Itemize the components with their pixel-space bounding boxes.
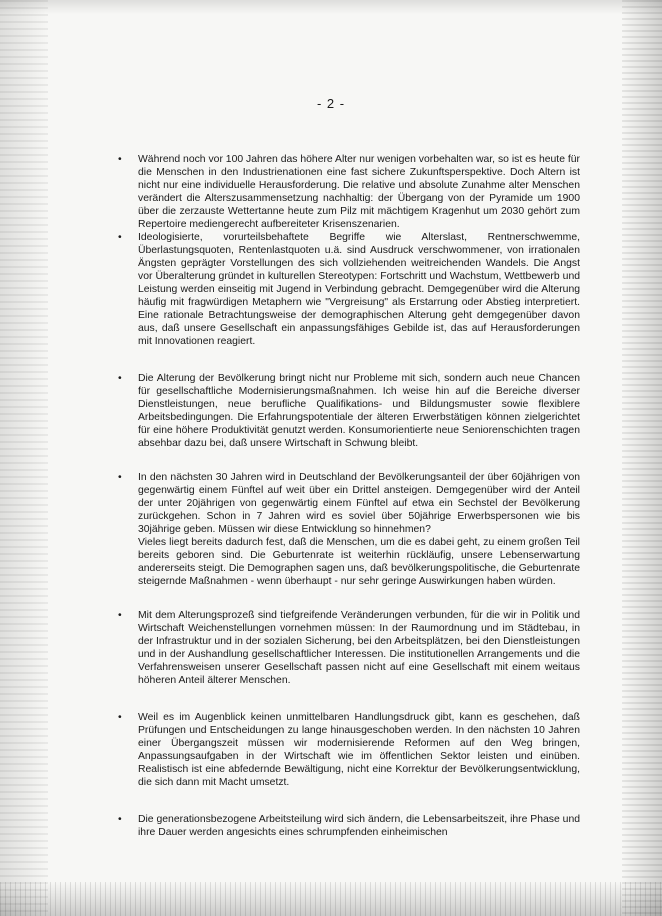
bullet-item-4: [118, 471, 580, 588]
paragraph: Vieles liegt bereits dadurch fest, daß die Menschen, um die es dabei geht, zu einem großen Teil bereits geboren sind. Die Geburtenrate ist weiterhin rückläufig, unsere Lebenserwartung andererseits steigt. Die Demographen sagen uns, daß bevölkerungspolitische, die Geburtenrate steigernde Maßnahmen - wenn überhaupt - nur sehr geringe Auswirkungen haben würden.: [138, 537, 580, 587]
paragraph: Während noch vor 100 Jahren das höhere Alter nur wenigen vorbehalten war, so ist es heute für die Menschen in den Industrienationen eine fast sichere Zukunftsperspektive. Doch Altern ist nicht nur eine individuelle Herausforderung. Die relative und absolute Zunahme alter Menschen verändert die Alterszusammensetzung nachhaltig: der Übergang von der Pyramide um 1900 über die zerzauste Wettertanne heute zum Pilz mit mächtigem Kragenhut um 2030 gehört zum Repertoire mediengerecht aufbereiteter Krisenszenarien.: [138, 154, 580, 230]
paragraph: In den nächsten 30 Jahren wird in Deutschland der Bevölkerungsanteil der über 60jährigen von gegenwärtig einem Fünftel auf weit über ein Drittel ansteigen. Demgegenüber wird der Anteil der unter 20jährigen von gegenwärtig einem Fünftel auf etwa ein Sechstel der Bevölkerung zurückgehen. Schon in 7 Jahren wird es soviel über 50jährige Erwerbspersonen wie bis 30jährige geben. Müssen wir diese Entwicklung so hinnehmen?: [138, 472, 580, 535]
bullet-item-2: [118, 231, 580, 348]
bullet-item-3: [118, 372, 580, 450]
bullet-icon: •: [118, 712, 122, 723]
bullet-item-7: [118, 813, 580, 839]
bullet-icon: •: [118, 232, 122, 243]
paragraph: Weil es im Augenblick keinen unmittelbaren Handlungsdruck gibt, kann es geschehen, daß Prüfungen und Entscheidungen zu lange hinausgeschoben werden. In den nächsten 10 Jahren einer Übergangszeit müssen wir modernisierende Reformen auf den Weg bringen, Anpassungsaufgaben in der Wirtschaft wie im öffentlichen Sektor leisten und einüben. Realistisch ist eine abfedernde Bewältigung, nicht eine Korrektur der Bevölkerungsentwicklung, die sich dann mit Macht umsetzt.: [138, 712, 580, 788]
bullet-item-6: [118, 711, 580, 789]
bullet-icon: •: [118, 610, 122, 621]
bullet-icon: •: [118, 814, 122, 825]
paragraph: Die generationsbezogene Arbeitsteilung wird sich ändern, die Lebensarbeitszeit, ihre Phase und ihre Dauer werden angesichts eines schrumpfenden einheimischen: [138, 814, 580, 838]
paragraph: Mit dem Alterungsprozeß sind tiefgreifende Veränderungen verbunden, für die wir in Politik und Wirtschaft Weichenstellungen vornehmen müssen: In der Raumordnung und im Städtebau, in der Infrastruktur und in der sozialen Sicherung, bei den Arbeitsplätzen, bei den Dienstleistungen und in der Aushandlung gesellschaftlicher Interessen. Die institutionellen Arrangements und die Verfahrensweisen unserer Gesellschaft passen nicht auf eine Gesellschaft mit einem weitaus höheren Anteil älterer Menschen.: [138, 610, 580, 686]
page-number: - 2 -: [316, 96, 346, 111]
bullet-item-5: [118, 609, 580, 687]
scan-edge-top: [0, 0, 662, 14]
scan-edge-bottom: [0, 882, 662, 916]
bullet-item-1: [118, 153, 580, 231]
bullet-icon: •: [118, 154, 122, 165]
paragraph: Ideologisierte, vorurteilsbehaftete Begriffe wie Alterslast, Rentnerschwemme, Überlastungsquoten, Rentenlastquoten u.ä. sind Ausdruck verschwommener, von irrationalen Ängsten geprägter Vorstellungen des sich vollziehenden weitreichenden Wandels. Die Angst vor Überalterung gründet in kulturellen Stereotypen: Fortschritt und Wachstum, Wettbewerb und Leistung werden einseitig mit Jugend in Verbindung gebracht. Demgegenüber wird die Alterung häufig mit fragwürdigen Metaphern wie "Vergreisung" als Erstarrung oder Abstieg interpretiert. Eine rationale Betrachtungsweise der demographischen Alterung geht demgegenüber davon aus, daß unsere Gesellschaft ein anpassungsfähiges Gebilde ist, das auf Herausforderungen mit Innovationen reagiert.: [138, 232, 580, 347]
bullet-icon: •: [118, 373, 122, 384]
scan-edge-right: [622, 0, 662, 916]
bullet-list: [118, 153, 580, 839]
scan-edge-left: [0, 0, 48, 916]
bullet-icon: •: [118, 472, 122, 483]
paragraph: Die Alterung der Bevölkerung bringt nicht nur Probleme mit sich, sondern auch neue Chancen für gesellschaftliche Modernisierungsmaßnahmen. Ich weise hin auf die Bereiche diverser Dienstleistungen, neue berufliche Qualifikations- und Bildungsmuster sowie flexiblere Arbeitsbedingungen. Die Erfahrungspotentiale der älteren Erwerbstätigen können zielgerichtet für eine höhere Produktivität genutzt werden. Konsumorientierte neue Seniorenschichten tragen absehbar dazu bei, daß unsere Wirtschaft in Schwung bleibt.: [138, 373, 580, 449]
